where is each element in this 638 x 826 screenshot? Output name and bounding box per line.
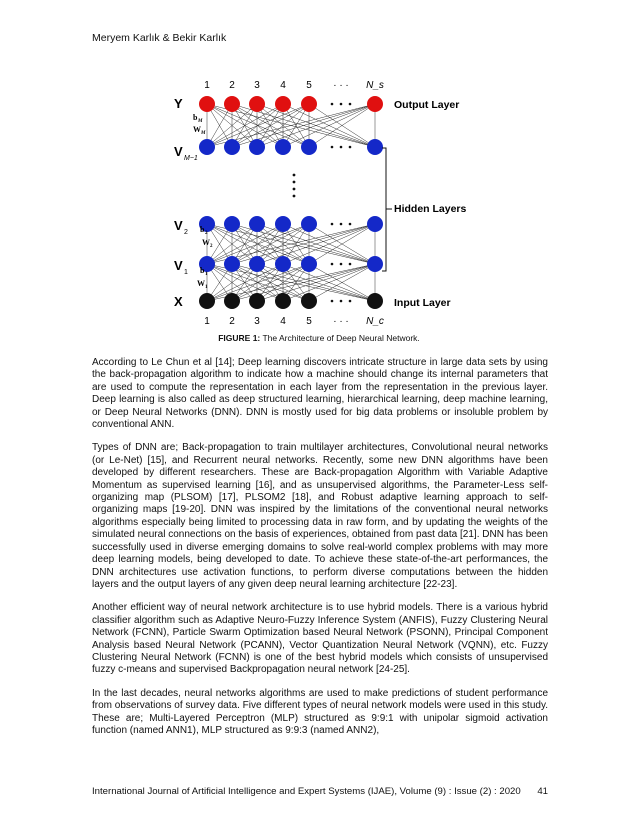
hidden-m-neuron (224, 139, 240, 155)
output-ellipsis-dot (349, 103, 352, 106)
symbol-vm: V (174, 144, 183, 159)
output-neuron (224, 96, 240, 112)
bottom-index-2: 2 (229, 316, 235, 327)
hidden-m-neuron (249, 139, 265, 155)
hidden-m-ellipsis-dot (340, 146, 343, 149)
vertical-ellipsis (293, 174, 296, 198)
hidden-2-neuron (224, 216, 240, 232)
hidden-m-ellipsis-dot (331, 146, 334, 149)
top-index-5: 5 (306, 80, 312, 91)
bottom-index-1: 1 (204, 316, 210, 327)
symbol-v2: V (174, 218, 183, 233)
input-ellipsis-dot (331, 300, 334, 303)
output-neuron (367, 96, 383, 112)
top-index-1: 1 (204, 80, 210, 91)
bottom-index-nc: N_c (366, 316, 384, 327)
bottom-index-dots: · · · (333, 316, 349, 327)
symbol-vm-sub: M−1 (184, 155, 198, 162)
symbol-v2-sub: 2 (184, 229, 188, 236)
input-neuron (301, 293, 317, 309)
hidden-2-neuron (367, 216, 383, 232)
hidden-1-neuron (249, 256, 265, 272)
bias-2-sub: 2 (205, 231, 208, 236)
hidden-m-neuron (275, 139, 291, 155)
paragraph-4: In the last decades, neural networks algorithms are used to make predictions of student performance from observations of survey data. Five different types of neural network models were used in this study. These are; Multi-Layered Perceptron (MLP) structured as 9:9:1 with unipolar sigmoid activation function (named ANN1), MLP structured as 9:9:3 (named ANN2), (92, 687, 548, 736)
hidden-1-ellipsis-dot (349, 263, 352, 266)
weight-m-sub: M (201, 131, 206, 136)
hidden-2-ellipsis-dot (331, 223, 334, 226)
hidden-m-neuron (199, 139, 215, 155)
page-footer (92, 786, 548, 797)
bias-m: b (193, 113, 198, 122)
top-index-dots: · · · (333, 80, 349, 91)
top-index-4: 4 (280, 80, 286, 91)
hidden-1-ellipsis-dot (331, 263, 334, 266)
weight-2-sub: 2 (210, 244, 213, 249)
input-ellipsis-dot (340, 300, 343, 303)
input-neuron (275, 293, 291, 309)
top-index-ns: N_s (366, 80, 384, 91)
hidden-1-neuron (367, 256, 383, 272)
dnn-architecture-figure (160, 72, 480, 334)
page-number: 41 (537, 786, 548, 797)
bias-m-sub: M (198, 119, 203, 124)
hidden-2-neuron (275, 216, 291, 232)
output-neuron (275, 96, 291, 112)
caption-label: FIGURE 1: (218, 333, 261, 343)
hidden-2-neuron (249, 216, 265, 232)
running-header: Meryem Karlık & Bekir Karlık (92, 32, 227, 44)
hidden-2-ellipsis-dot (340, 223, 343, 226)
paragraph-3: Another efficient way of neural network architecture is to use hybrid models. There is a various hybrid classifier algorithm such as Adaptive Neuro-Fuzzy Inference System (ANFIS), Fuzzy Clustering Neural Network (FCNN), Particle Swarm Optimization based Neural Network (PSONN), Principal Component Analysis based Neural Network (PCANN), Vector Quantization Neural Network (VQNN), etc. Fuzzy Clustering Neural Network (FCNN) is one of the best hybrid models which consists of unsupervised fuzzy c-means and supervised Backpropagation neural network [24-25]. (92, 602, 548, 676)
bottom-index-5: 5 (306, 316, 312, 327)
bias-1-sub: 1 (205, 272, 208, 277)
top-index-3: 3 (254, 80, 260, 91)
hidden-layers-label: Hidden Layers (394, 203, 467, 215)
caption-text: The Architecture of Deep Neural Network. (260, 333, 420, 343)
input-neuron (249, 293, 265, 309)
output-neuron (199, 96, 215, 112)
weight-1: W (197, 279, 205, 288)
output-neuron (249, 96, 265, 112)
input-ellipsis-dot (349, 300, 352, 303)
input-neuron (199, 293, 215, 309)
hidden-2-ellipsis-dot (349, 223, 352, 226)
symbol-y: Y (174, 96, 183, 111)
hidden-layers-bracket (382, 148, 392, 271)
paragraph-2: Types of DNN are; Back-propagation to train multilayer architectures, Convolutional neural networks (or Le-Net) [15], and Recurrent neural networks. Recently, some new DNN algorithms have been developed by different researchers. These are Back-propagation Algorithm with Variable Adaptive Momentum as supervised learning [16], and as unsupervised algorithms, the Parameter-Less self-organizing map (PLSOM) [17], PLSOM2 [18], and Robust adaptive learning approach to self-organizing maps [19-20]. DNN was inspired by the limitations of the conventional neural networks algorithms especially being limited to processing data in raw form, and by updating the weights of the simulated neural connections on the basis of experiences, obtained from past data [21]. DNN has been successfully used in diverse emerging domains to solve real-world complex problems with may more deep learning models, being developed to date. To achieve these state-of-the-art performances, the DNN architectures use activation functions, to perform diverse computations between the hidden layers and the output layers of any given deep neural learning architecture [22-23]. (92, 442, 548, 590)
network-diagram (160, 72, 480, 334)
hidden-1-neuron (301, 256, 317, 272)
symbol-x: X (174, 294, 183, 309)
weight-1-sub: 1 (205, 285, 208, 290)
weight-2: W (202, 238, 210, 247)
hidden-m-neuron (367, 139, 383, 155)
hidden-1-ellipsis-dot (340, 263, 343, 266)
input-neuron (367, 293, 383, 309)
bias-1: b (200, 266, 205, 275)
output-ellipsis-dot (340, 103, 343, 106)
bottom-index-4: 4 (280, 316, 286, 327)
body-text (92, 357, 548, 748)
output-layer-label: Output Layer (394, 99, 460, 111)
paragraph-1: According to Le Chun et al [14]; Deep learning discovers intricate structure in large data sets by using the back-propagation algorithm to indicate how a machine should change its internal parameters that are used to compute the representation in each layer from the representation in the previous layer. Deep learning is also called as deep structured learning, hierarchical learning, deep machine learning, or Deep Neural Networks (DNN). DNN is mostly used for big data problems or insoluble problem by conventional ANN. (92, 357, 548, 431)
hidden-2-neuron (301, 216, 317, 232)
output-neuron (301, 96, 317, 112)
weight-m: W (193, 125, 201, 134)
input-layer-label: Input Layer (394, 297, 451, 309)
hidden-1-neuron (224, 256, 240, 272)
hidden-m-ellipsis-dot (349, 146, 352, 149)
output-ellipsis-dot (331, 103, 334, 106)
symbol-v1: V (174, 258, 183, 273)
hidden-1-neuron (275, 256, 291, 272)
input-neuron (224, 293, 240, 309)
top-index-2: 2 (229, 80, 235, 91)
hidden-m-neuron (301, 139, 317, 155)
symbol-v1-sub: 1 (184, 269, 188, 276)
bias-2: b (200, 225, 205, 234)
figure-caption (0, 333, 638, 343)
journal-citation: International Journal of Artificial Intelligence and Expert Systems (IJAE), Volume (9) : Issue (2) : 2020 (92, 786, 521, 797)
bottom-index-3: 3 (254, 316, 260, 327)
